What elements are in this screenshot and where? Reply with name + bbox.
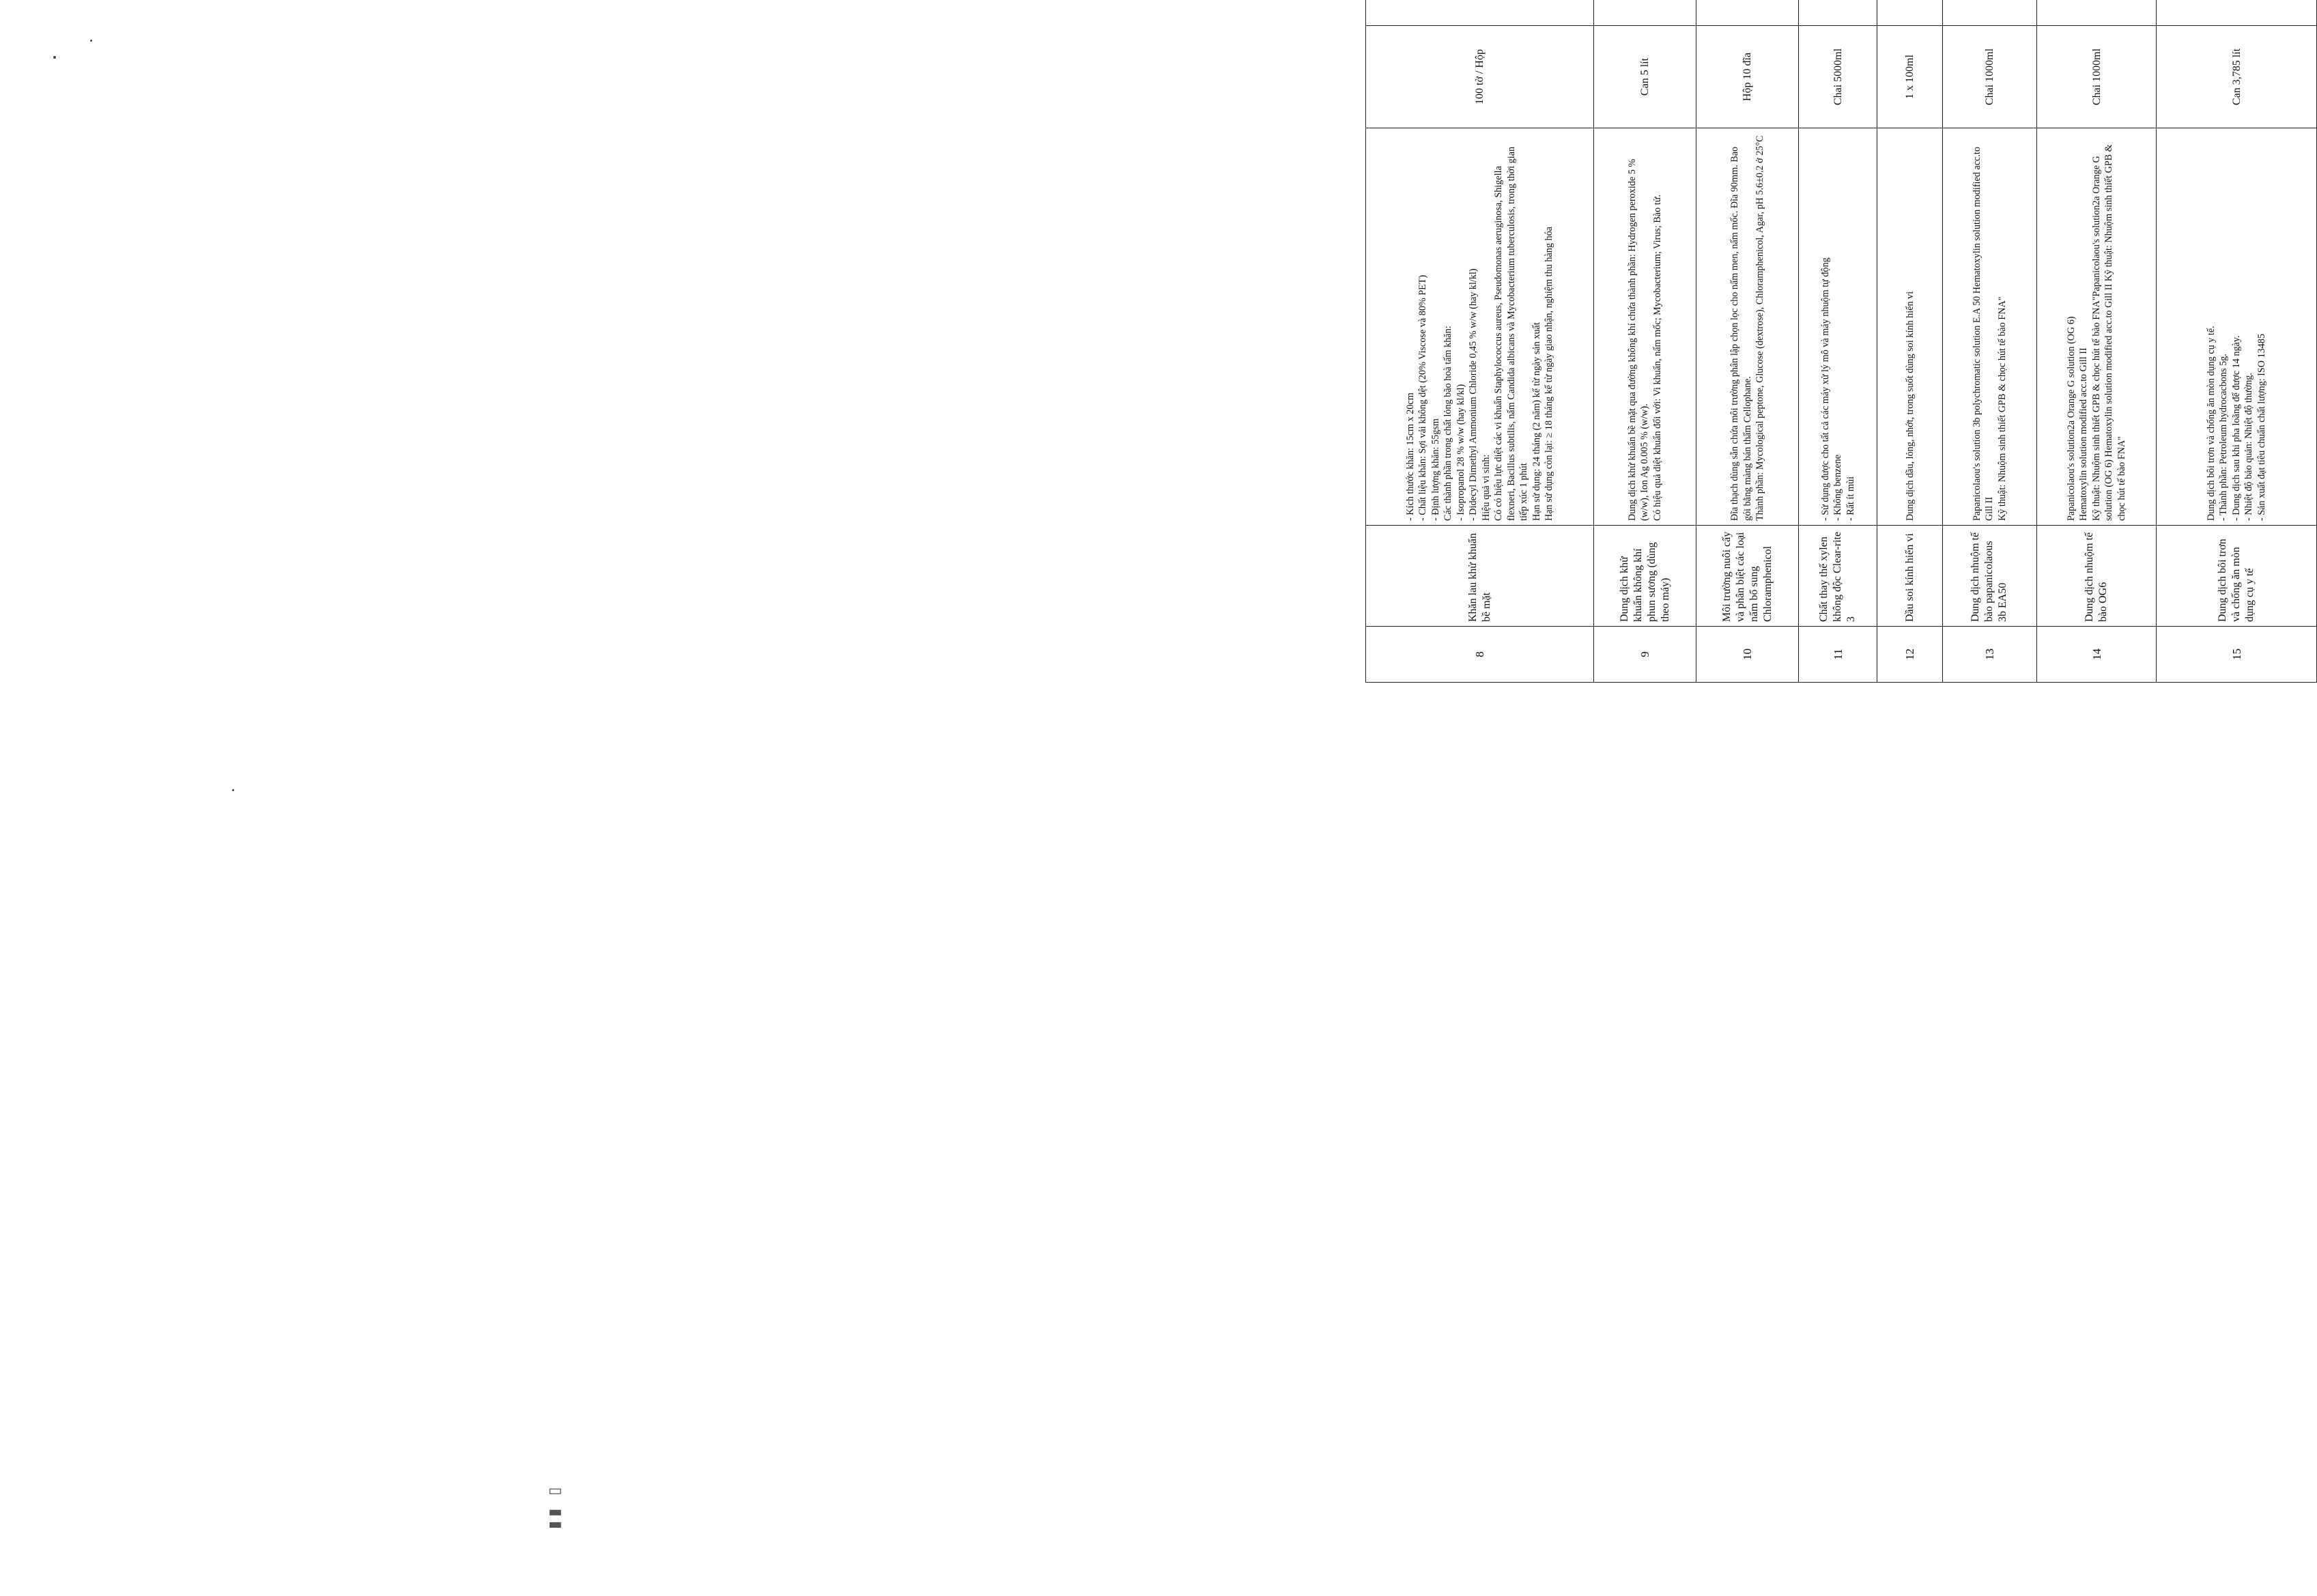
description-line: - Didecyl Dimethyl Ammonium Chloride 0,45 % w/w (hay kl/kl) <box>1468 268 1479 521</box>
description-line: Dung dịch bôi trơn và chống ăn mòn dụng cụ y tế. <box>2205 326 2217 521</box>
description-line: Đĩa thạch dùng sẵn chứa môi trường phân lập chọn lọc cho nấm men, nấm mốc. Đĩa 90mm. Bao gói bằng màng bán thấm Cellophane. <box>1729 146 1753 521</box>
row-number: 8 <box>1366 627 1594 683</box>
item-name: Dầu soi kính hiển vi <box>1877 526 1943 627</box>
packing-spec: 1 x 100ml <box>1877 26 1943 128</box>
description-line: - Rất ít mùi <box>1845 476 1856 521</box>
scan-edge-mark: ▮▮ ▯ <box>546 1483 563 1529</box>
description-line: - Thành phần: Petroleum hydrocacbons 5g. <box>2218 354 2230 521</box>
packing-spec: Chai 1000ml <box>2036 26 2157 128</box>
description-line: - Không benzene <box>1832 455 1844 521</box>
row-number: 15 <box>2157 627 2317 683</box>
item-name: Dung dịch nhuộm tế bào papanicolaous 3b EA50 <box>1943 526 2036 627</box>
description-line: Có hiệu quả diệt khuẩn đối với: Vi khuẩn, nấm mốc; Mycobacterium; Virus; Bào tử. <box>1651 195 1663 521</box>
item-description <box>1696 128 1799 526</box>
item-name: Môi trường nuôi cấy và phân biệt các loại nấm bổ sung Chloramphenicol <box>1696 526 1799 627</box>
scan-speck <box>53 56 56 59</box>
item-description <box>1594 128 1696 526</box>
table-row <box>1696 0 1799 683</box>
description-line: - Sử dụng được cho tất cả các máy xử lý mô và máy nhuộm tự động <box>1819 257 1831 521</box>
description-line: Có có hiệu lực diệt các vi khuẩn Staphylococcus aureus, Pseudomonas aeruginosa, Shigella flexneri, Bacillus subtilis, nấm Candida albicans và Mycobacterium tuberculosis, trong thời gian tiếp xúc 1 phút <box>1493 146 1530 521</box>
packing-spec: Chai 1000ml <box>1943 26 2036 128</box>
table-row <box>1366 0 1594 683</box>
packing-spec: 100 tờ / Hộp <box>1366 26 1594 128</box>
description-line: - Isopropanol 28 % w/w (hay kl/kl) <box>1455 384 1466 521</box>
description-line: - Định lượng khăn: 55gsm <box>1430 418 1441 521</box>
unit <box>1366 0 1594 26</box>
item-name: Dung dịch bôi trơn và chống ăn mòn dụng cụ y tế <box>2157 526 2317 627</box>
description-line: Papanicolaou's solution 3b polychromatic solution E.A 50 Hematoxylin solution modified acc.to Gill II <box>1971 147 1995 521</box>
description-line: Các thành phần trong chất lỏng bão hoà tấm khăn: <box>1442 326 1454 521</box>
item-name: Chất thay thế xylen không độc Clear-rite 3 <box>1799 526 1877 627</box>
unit <box>1877 0 1943 26</box>
row-number: 9 <box>1594 627 1696 683</box>
table-row <box>1594 0 1696 683</box>
description-line: Dung dịch dầu, lỏng, nhớt, trong suốt dùng soi kính hiển vi <box>1904 291 1916 521</box>
item-description <box>1877 128 1943 526</box>
table-row <box>2036 0 2157 683</box>
description-line: Hematoxylin solution modified acc.to Gill II <box>2078 347 2090 521</box>
table-row <box>1799 0 1877 683</box>
description-line: Dung dịch khử khuẩn bề mặt qua đường không khí chứa thành phần: Hydrogen peroxide 5 % (w/w), Ion Ag 0.005 % (w/w). <box>1626 158 1651 521</box>
item-name: Dung dịch nhuộm tế bào OG6 <box>2036 526 2157 627</box>
unit <box>1696 0 1799 26</box>
description-line: - Nhiệt độ bảo quản: Nhiệt độ thường. <box>2243 373 2255 521</box>
item-name: Dung dịch khử khuẩn không khí phun sương (dùng theo máy) <box>1594 526 1696 627</box>
packing-spec: Can 5 lít <box>1594 26 1696 128</box>
unit <box>1799 0 1877 26</box>
description-line: Hạn sử dụng còn lại: ≥ 18 tháng kể từ ngày giao nhận, nghiệm thu hàng hóa <box>1544 227 1555 521</box>
description-line: Hiệu quả vi sinh: <box>1480 454 1492 521</box>
rotated-table-sheet <box>1365 0 2317 683</box>
row-number: 13 <box>1943 627 2036 683</box>
unit <box>1943 0 2036 26</box>
item-description <box>2157 128 2317 526</box>
description-line: - Dung dịch sau khi pha loãng để được 14 ngày. <box>2230 335 2242 521</box>
table-row <box>1943 0 2036 683</box>
packing-spec: Can 3,785 lít <box>2157 26 2317 128</box>
description-line: Thành phần: Mycological peptone, Glucose (dextrose), Chloramphenicol, Agar, pH 5.6±0.2 ở 25°C <box>1754 135 1766 521</box>
item-description <box>1799 128 1877 526</box>
item-description <box>2036 128 2157 526</box>
item-description <box>1366 128 1594 526</box>
description-line: Kỹ thuật: Nhuộm sinh thiết GPB & chọc hút tế bào FNA"Papanicolaou's solution2a Orange G solution (OG 6) Hematoxylin solution modified acc.to Gill II Kỹ thuật: Nhuộm sinh thiết GPB & chọc hút tế bào FNA" <box>2090 144 2127 521</box>
row-number: 14 <box>2036 627 2157 683</box>
item-description <box>1943 128 2036 526</box>
unit <box>2157 0 2317 26</box>
description-line: Papanicolaou's solution2a Orange G solution (OG 6) <box>2065 316 2077 521</box>
table-body <box>1366 0 2317 683</box>
table-row <box>2157 0 2317 683</box>
description-line: - Sản xuất đạt tiêu chuẩn chất lượng: ISO 13485 <box>2256 333 2267 521</box>
unit <box>2036 0 2157 26</box>
scan-speck <box>90 40 92 42</box>
description-line: Hạn sử dụng: 24 tháng (2 năm) kể từ ngày sản xuất <box>1531 322 1542 521</box>
unit <box>1594 0 1696 26</box>
row-number: 12 <box>1877 627 1943 683</box>
table-row <box>1877 0 1943 683</box>
description-line: - Chất liệu khăn: Sợi vải không dệt (20% Viscose và 80% PET) <box>1417 274 1429 521</box>
supply-table <box>1365 0 2317 683</box>
packing-spec: Chai 5000ml <box>1799 26 1877 128</box>
packing-spec: Hộp 10 đĩa <box>1696 26 1799 128</box>
row-number: 10 <box>1696 627 1799 683</box>
row-number: 11 <box>1799 627 1877 683</box>
item-name: Khăn lau khử khuẩn bề mặt <box>1366 526 1594 627</box>
scan-speck <box>232 789 234 791</box>
description-line: Kỹ thuật: Nhuộm sinh thiết GPB & chọc hút tế bào FNA" <box>1996 296 2008 521</box>
description-line: - Kích thước khăn: 15cm x 20cm <box>1404 393 1416 521</box>
